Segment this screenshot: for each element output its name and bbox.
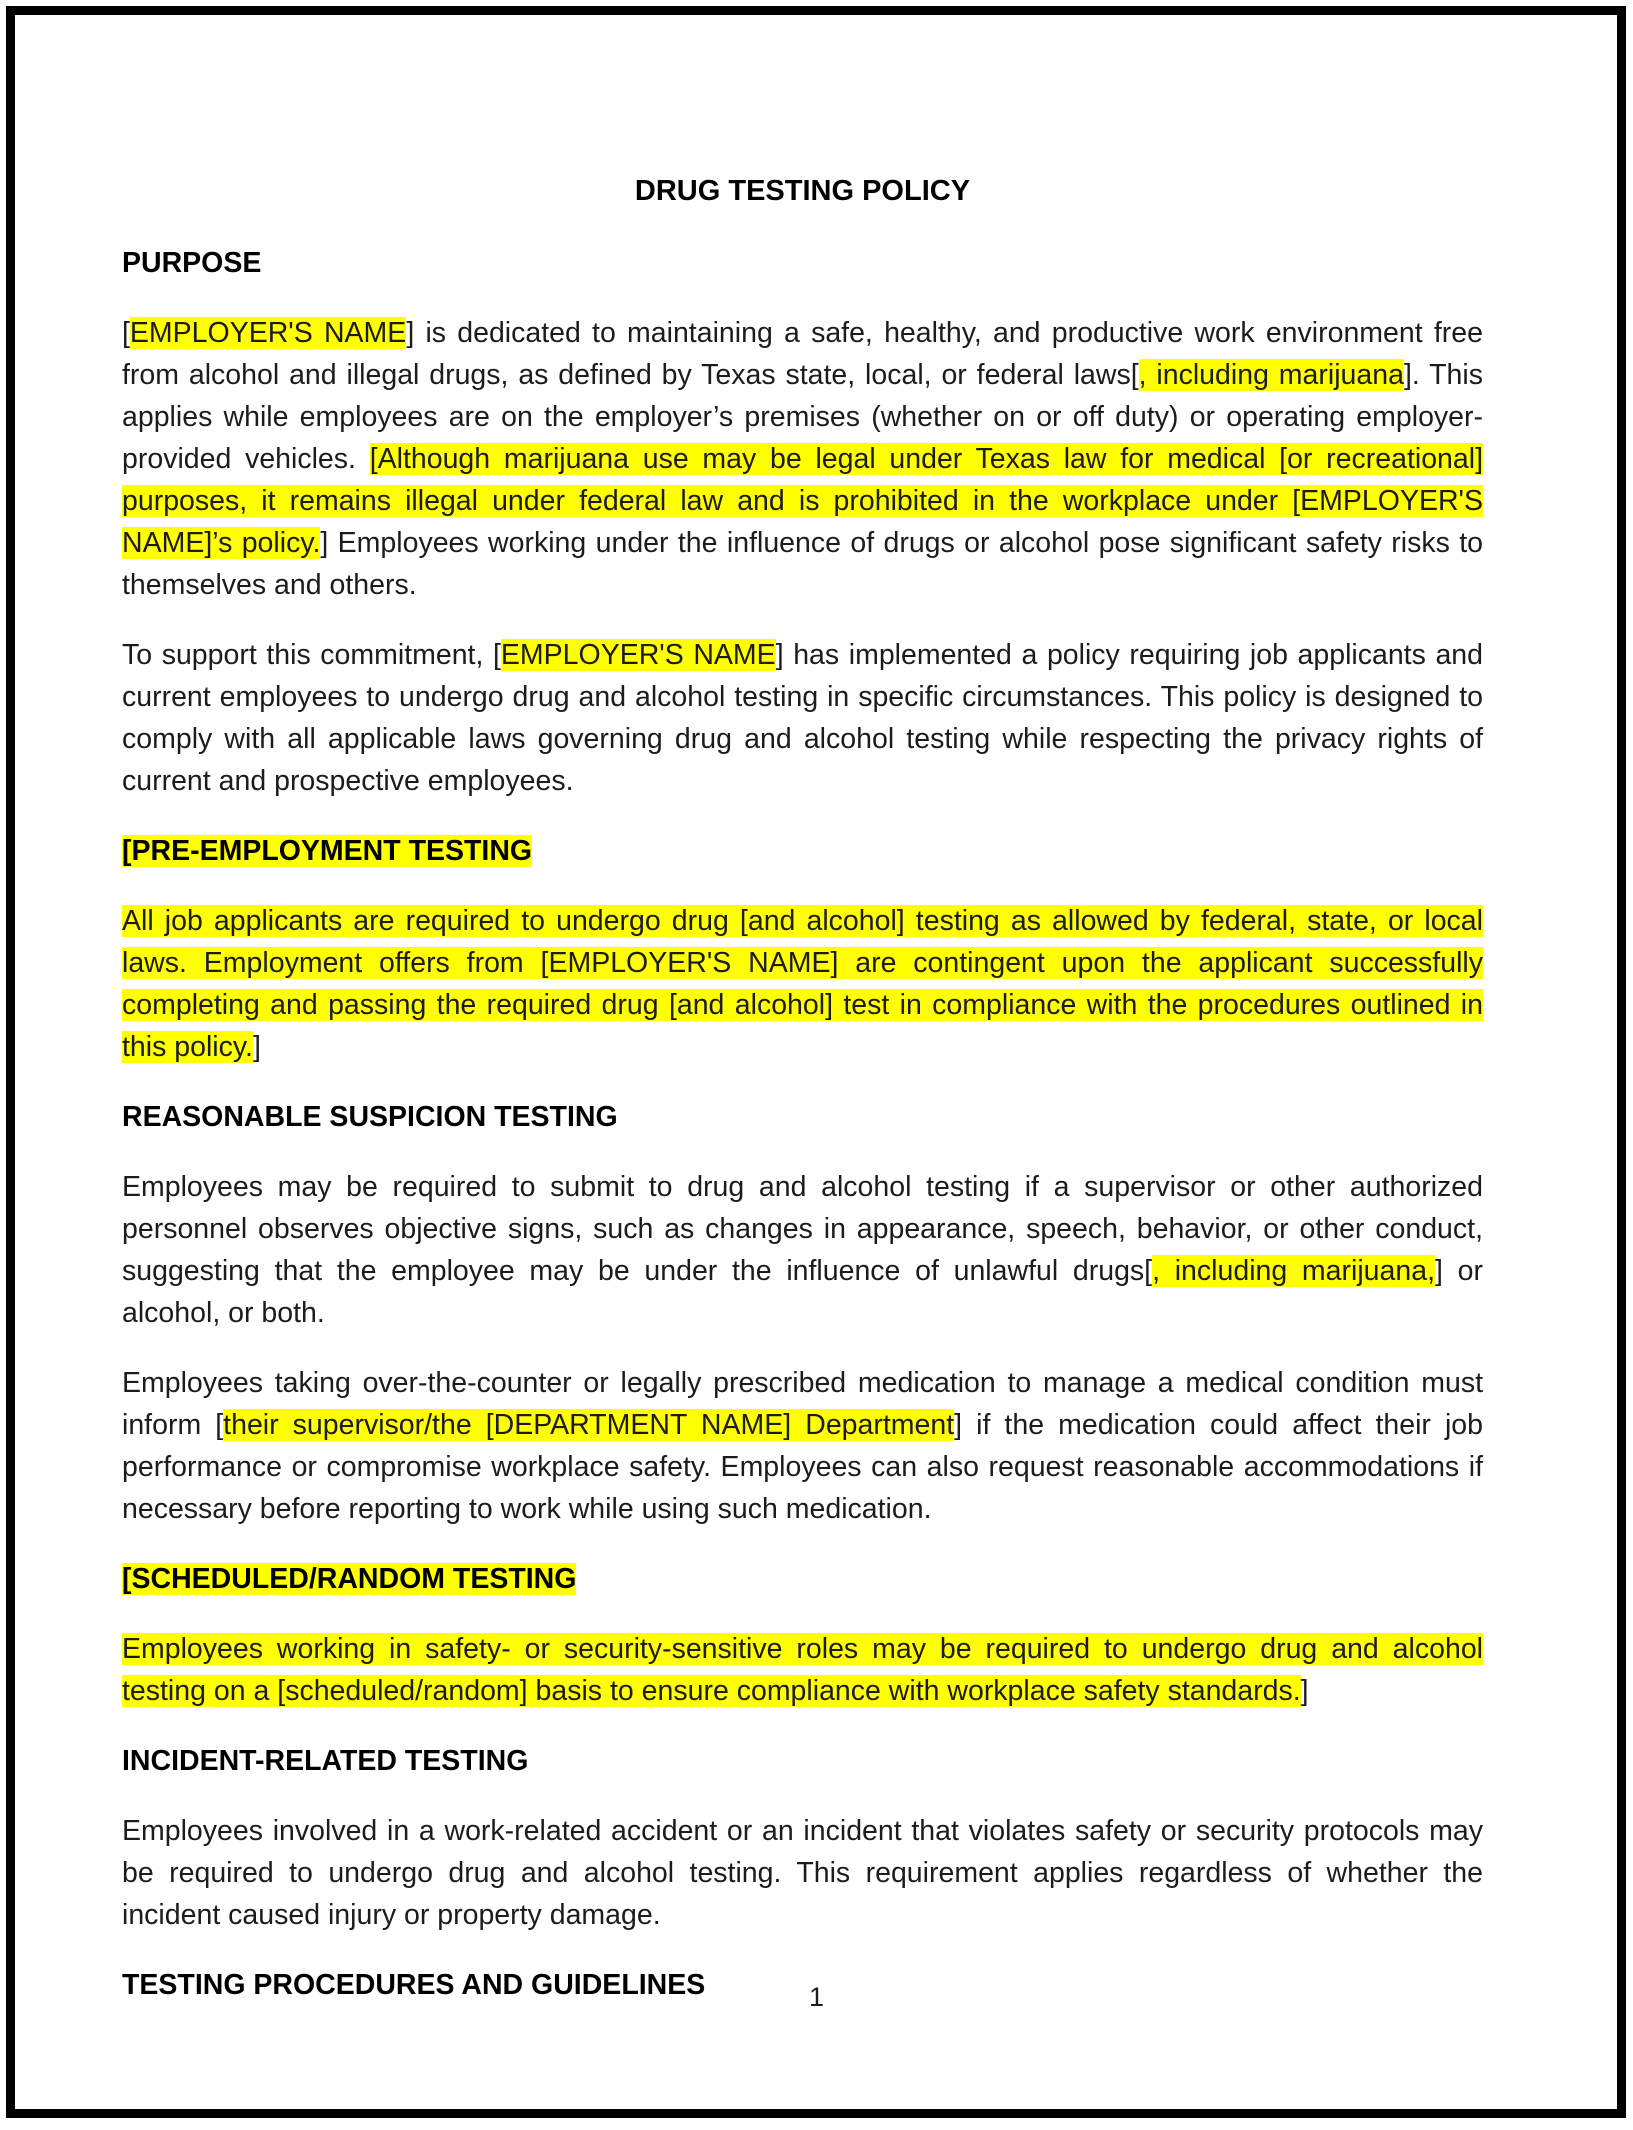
text-run: To support this commitment, [ xyxy=(122,639,501,671)
document-title: DRUG TESTING POLICY xyxy=(634,175,971,207)
highlighted-text: , including marijuana xyxy=(1138,359,1404,391)
section-heading xyxy=(122,1096,1483,1138)
page-number: 1 xyxy=(808,1982,825,2012)
text-run: ] has implemented a policy requiring job applicants and current employees to undergo drug and alcohol testing in specific circumstances. This policy is designed to comply with all applicable laws governing drug and alcohol testing while respecting the privacy rights of current and prospective employees. xyxy=(122,639,1483,797)
section-heading xyxy=(122,1558,1483,1600)
text-run: REASONABLE SUSPICION TESTING xyxy=(122,1101,618,1133)
text-run: ] if the medication could affect their job performance or compromise workplace safety. Employees can also request reasonable accommodations if necessary before reporting to work while using such medication. xyxy=(122,1409,1483,1525)
highlighted-text: Employees working in safety- or security-sensitive roles may be required to undergo drug and alcohol testing on a [scheduled/random] basis to ensure compliance with workplace safety standards. xyxy=(122,1633,1483,1707)
highlighted-text: All job applicants are required to undergo drug [and alcohol] testing as allowed by federal, state, or local laws. Employment offers from [EMPLOYER'S NAME] are contingent upon the applicant successfully completing and passing the required drug [and alcohol] test in compliance with the procedures outlined in this policy. xyxy=(122,905,1483,1063)
highlighted-text: their supervisor/the [DEPARTMENT NAME] Department xyxy=(223,1409,955,1441)
text-run: ]. This applies while employees are on the employer’s premises (whether on or off duty) or operating employer-provided vehicles. xyxy=(122,359,1483,475)
paragraph xyxy=(122,1628,1483,1712)
paragraph xyxy=(122,312,1483,606)
paragraph xyxy=(122,1362,1483,1530)
text-run: ] is dedicated to maintaining a safe, healthy, and productive work environment free from alcohol and illegal drugs, as defined by Texas state, local, or federal laws[ xyxy=(122,317,1483,391)
section-heading xyxy=(122,242,1483,284)
paragraph xyxy=(122,1166,1483,1334)
text-run: PURPOSE xyxy=(122,247,262,279)
document-blocks xyxy=(122,242,1483,2006)
text-run: ] xyxy=(252,1031,261,1063)
text-run: Employees involved in a work-related accident or an incident that violates safety or security protocols may be required to undergo drug and alcohol testing. This requirement applies regardless of whether the incident caused injury or property damage. xyxy=(122,1815,1483,1931)
paragraph xyxy=(122,1810,1483,1936)
highlighted-text: EMPLOYER'S NAME xyxy=(129,317,407,349)
highlighted-text: [PRE-EMPLOYMENT TESTING xyxy=(122,835,533,867)
text-run: ] or alcohol, or both. xyxy=(122,1255,1483,1329)
document-body xyxy=(122,170,1483,2034)
text-run: ] xyxy=(1300,1675,1309,1707)
section-heading xyxy=(122,830,1483,872)
paragraph xyxy=(122,900,1483,1068)
paragraph xyxy=(122,634,1483,802)
text-run: ] Employees working under the influence of drugs or alcohol pose significant safety risks to themselves and others. xyxy=(122,527,1483,601)
section-heading xyxy=(122,1740,1483,1782)
highlighted-text: EMPLOYER'S NAME xyxy=(500,639,776,671)
text-run: INCIDENT-RELATED TESTING xyxy=(122,1745,529,1777)
highlighted-text: [Although marijuana use may be legal under Texas law for medical [or recreational] purposes, it remains illegal under federal law and is prohibited in the workplace under [EMPLOYER'S NAME]’s policy. xyxy=(122,443,1483,559)
text-run: TESTING PROCEDURES AND GUIDELINES xyxy=(122,1969,706,2001)
text-run: [ xyxy=(122,317,130,349)
highlighted-text: [SCHEDULED/RANDOM TESTING xyxy=(122,1563,577,1595)
highlighted-text: , including marijuana, xyxy=(1152,1255,1435,1287)
text-run: Employees taking over-the-counter or legally prescribed medication to manage a medical condition must inform [ xyxy=(122,1367,1483,1441)
text-run: Employees may be required to submit to drug and alcohol testing if a supervisor or other authorized personnel observes objective signs, such as changes in appearance, speech, behavior, or other conduct, suggesting that the employee may be under the influence of unlawful drugs[ xyxy=(122,1171,1483,1287)
